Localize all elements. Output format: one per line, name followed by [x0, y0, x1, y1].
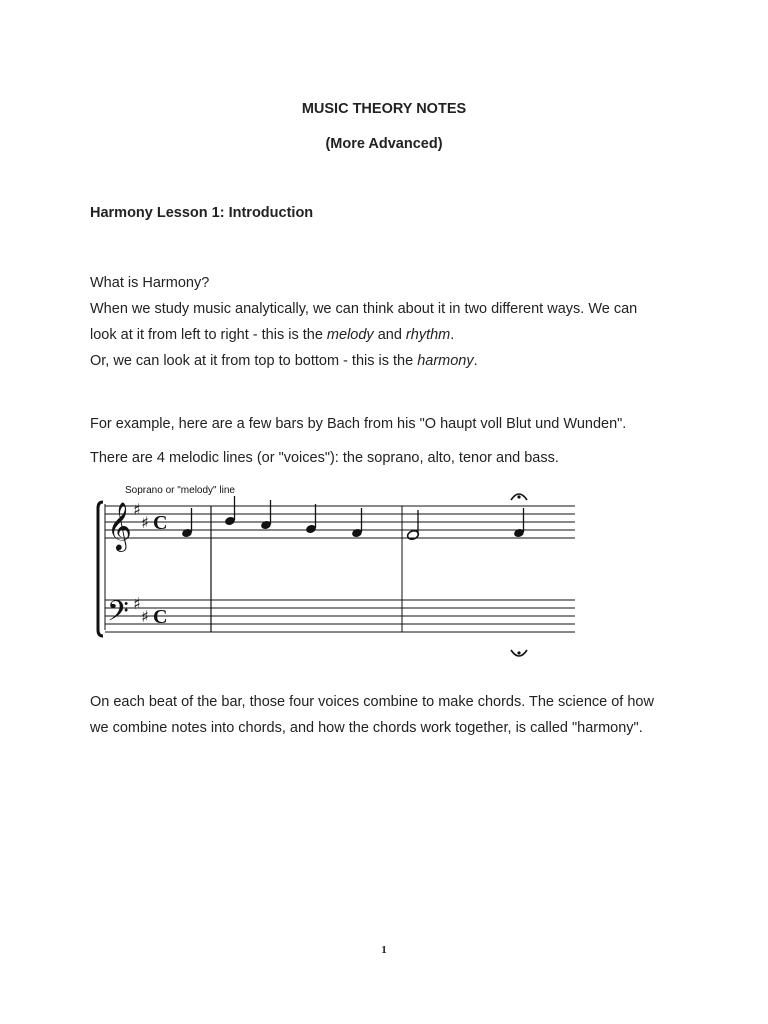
note-quarter-3 [260, 500, 272, 530]
bass-staff [105, 600, 575, 632]
melody-word: melody [326, 327, 374, 343]
outro-paragraph [90, 689, 690, 741]
rhythm-word: rhythm [405, 327, 451, 343]
system-bracket [98, 502, 103, 636]
example-paragraph [90, 411, 690, 471]
treble-time-signature: C [153, 512, 168, 534]
question-line: What is Harmony? [90, 275, 210, 291]
intro-line-2-text: look at it from left to right - this is the [90, 327, 327, 343]
treble-key-signature: ♯ [133, 500, 141, 519]
intro-line-2-and: and [373, 327, 406, 343]
note-quarter-5 [351, 508, 363, 538]
note-quarter-7 [513, 508, 525, 538]
note-quarter-4 [305, 504, 317, 534]
page-number: 1 [381, 944, 387, 956]
intro-line-2 [90, 322, 690, 348]
intro-line-3-text: Or, we can look at it from top to bottom - this is the [90, 353, 418, 369]
treble-key-signature-2: ♯ [141, 513, 149, 532]
treble-clef-icon: 𝄞 [107, 501, 132, 550]
treble-staff [105, 506, 575, 538]
intro-paragraph [90, 270, 690, 374]
page-title: MUSIC THEORY NOTES [301, 101, 467, 117]
note-quarter-1 [181, 508, 193, 538]
lesson-heading: Harmony Lesson 1: Introduction [90, 205, 314, 221]
note-quarter-2 [224, 496, 236, 526]
intro-line-3 [90, 348, 690, 374]
outro-line-2: we combine notes into chords, and how the chords work together, is called "harmony". [90, 720, 643, 736]
intro-line-3-period: . [473, 353, 478, 369]
score-annotation: Soprano or "melody" line [125, 485, 235, 496]
fermata-inverted-icon [511, 650, 527, 656]
fermata-icon [511, 494, 527, 500]
page-subtitle: (More Advanced) [325, 136, 443, 152]
voices-line: There are 4 melodic lines (or "voices"): the soprano, alto, tenor and bass. [90, 450, 559, 466]
bass-time-signature: C [153, 606, 168, 628]
outro-line-1: On each beat of the bar, those four voices combine to make chords. The science of how [90, 694, 654, 710]
bass-clef-icon: 𝄢 [107, 595, 129, 635]
note-half-6 [406, 510, 419, 541]
harmony-word: harmony [417, 353, 474, 369]
intro-line-2-period: . [450, 327, 455, 343]
intro-line-1: When we study music analytically, we can think about it in two different ways. We can [90, 301, 638, 317]
music-score [95, 478, 580, 668]
bass-key-signature: ♯ [133, 594, 141, 613]
bass-key-signature-2: ♯ [141, 607, 149, 626]
example-line: For example, here are a few bars by Bach from his "O haupt voll Blut und Wunden". [90, 416, 627, 432]
